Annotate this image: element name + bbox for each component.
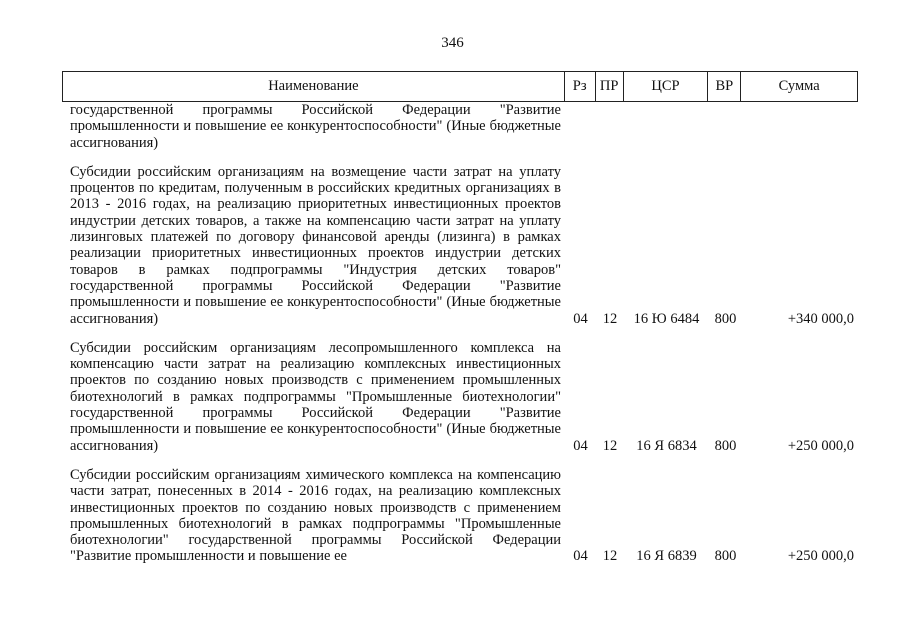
row-sum: +250 000,0	[787, 548, 854, 565]
row-sum: +250 000,0	[787, 437, 854, 454]
header-vr: ВР	[708, 72, 741, 101]
row-vr: 800	[714, 437, 737, 454]
header-csr: ЦСР	[624, 72, 709, 101]
row-name: Субсидии российским организациям на возмещение части затрат на уплату процентов по кредитам, полученным в российских кредитных организациях в 2013 - 2016 годах, на реализацию приоритетных инвестиционных проектов индустрии детских товаров, а также на компенсацию части затрат на уплату лизинговых платежей по договору финансовой аренды (лизинга) в рамках реализации приоритетных инвестиционных проектов индустрии детских товаров в рамках подпрограммы "Индустрия детских товаров" государственной программы Российской Федерации "Развитие промышленности и повышение ее конкурентоспособности" (Иные бюджетные ассигнования)	[70, 163, 561, 327]
row-vr: 800	[714, 548, 737, 565]
row-sum: +340 000,0	[787, 310, 854, 327]
header-rz: Рз	[565, 72, 596, 101]
row-csr: 16 Я 6834	[636, 437, 697, 454]
row-name: государственной программы Российской Федерации "Развитие промышленности и повышение ее конкурентоспособности" (Иные бюджетные ассигнования)	[70, 102, 561, 151]
row-rz: 04	[573, 310, 588, 327]
table-header	[62, 71, 858, 102]
row-name: Субсидии российским организациям лесопромышленного комплекса на компенсацию части затрат на реализацию комплексных инвестиционных проектов по созданию новых производств с применением промышленных биотехнологий в рамках подпрограммы "Промышленные биотехнологии" государственной программы Российской Федерации "Развитие промышленности и повышение ее конкурентоспособности" (Иные бюджетные ассигнования)	[70, 339, 561, 454]
row-pr: 12	[602, 437, 618, 454]
row-vr: 800	[714, 310, 737, 327]
row-csr: 16 Я 6839	[636, 548, 697, 565]
row-pr: 12	[602, 548, 618, 565]
table-row	[62, 467, 858, 565]
header-sum: Сумма	[778, 78, 820, 94]
row-name: Субсидии российским организациям химического комплекса на компенсацию части затрат, понесенных в 2014 - 2016 годах, на реализацию комплексных инвестиционных проектов по созданию новых производств с применением промышленных биотехнологий в рамках подпрограммы "Промышленные биотехнологии" государственной программы Российской Федерации "Развитие промышленности и повышение ее	[70, 466, 561, 565]
header-pr: ПР	[596, 72, 624, 101]
row-csr: 16 Ю 6484	[633, 310, 700, 327]
page-number: 346	[441, 35, 464, 51]
header-name: Наименование	[63, 72, 565, 101]
table-row	[62, 340, 858, 454]
table-body	[62, 102, 858, 565]
budget-table	[62, 71, 858, 565]
table-row	[62, 164, 858, 327]
row-pr: 12	[602, 310, 618, 327]
row-rz: 04	[573, 437, 588, 454]
table-row	[62, 102, 858, 151]
row-rz: 04	[573, 548, 588, 565]
